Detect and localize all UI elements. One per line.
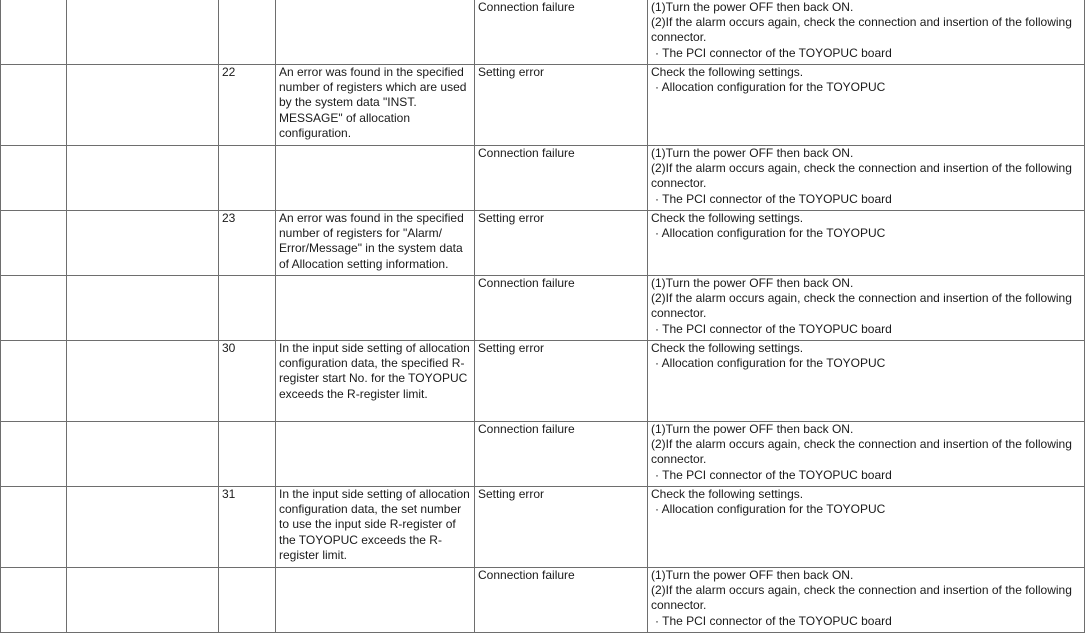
alarm-code-cell [1, 211, 67, 276]
alarm-name-cell [67, 341, 219, 422]
remedy-line: (1)Turn the power OFF then back ON. [651, 568, 854, 582]
remedy-cell [648, 422, 1085, 487]
remedy-line: · Allocation configuration for the TOYOPUC [655, 226, 886, 241]
remedy-cell [648, 146, 1085, 211]
remedy-line: (2)If the alarm occurs again, check the connection and insertion of the following connector. [651, 583, 1072, 613]
table-row [1, 422, 1085, 487]
remedy-line: (2)If the alarm occurs again, check the connection and insertion of the following connector. [651, 161, 1072, 191]
category-cell: Connection failure [475, 568, 648, 633]
remedy-line: (1)Turn the power OFF then back ON. [651, 422, 854, 436]
remedy-line: · The PCI connector of the TOYOPUC board [655, 613, 892, 628]
category-cell: Connection failure [475, 146, 648, 211]
alarm-code-cell [1, 65, 67, 146]
sub-code-cell: 31 [219, 487, 276, 568]
sub-code-cell [219, 276, 276, 341]
remedy-line: Check the following settings. [651, 487, 804, 501]
sub-code-cell [219, 568, 276, 633]
description-cell [276, 568, 475, 633]
table-row [1, 341, 1085, 422]
category-cell: Connection failure [475, 422, 648, 487]
category-cell: Setting error [475, 487, 648, 568]
remedy-cell [648, 341, 1085, 422]
description-cell [276, 276, 475, 341]
description-cell: In the input side setting of allocation configuration data, the specified R-register start No. for the TOYOPUC exceeds the R-register limit. [276, 341, 475, 422]
category-cell: Connection failure [475, 0, 648, 65]
alarm-name-cell [67, 211, 219, 276]
sub-code-cell: 23 [219, 211, 276, 276]
remedy-line: · Allocation configuration for the TOYOPUC [655, 502, 886, 517]
alarm-code-cell [1, 276, 67, 341]
alarm-code-cell [1, 146, 67, 211]
description-cell: An error was found in the specified number of registers for "Alarm/ Error/Message" in the system data of Allocation setting information. [276, 211, 475, 276]
remedy-line: (2)If the alarm occurs again, check the connection and insertion of the following connector. [651, 15, 1072, 45]
description-cell [276, 146, 475, 211]
alarm-name-cell [67, 146, 219, 211]
sub-code-cell: 30 [219, 341, 276, 422]
description-cell: In the input side setting of allocation configuration data, the set number to use the input side R-register of the TOYOPUC exceeds the R-register limit. [276, 487, 475, 568]
description-cell [276, 422, 475, 487]
table-row [1, 276, 1085, 341]
remedy-line: (2)If the alarm occurs again, check the connection and insertion of the following connector. [651, 291, 1072, 321]
remedy-line: (1)Turn the power OFF then back ON. [651, 0, 854, 14]
category-cell: Setting error [475, 65, 648, 146]
table-row [1, 568, 1085, 633]
alarm-name-cell [67, 65, 219, 146]
remedy-line: · Allocation configuration for the TOYOPUC [655, 356, 886, 371]
alarm-name-cell [67, 487, 219, 568]
remedy-line: · The PCI connector of the TOYOPUC board [655, 321, 892, 336]
description-cell: An error was found in the specified number of registers which are used by the system data "INST. MESSAGE" of allocation configuration. [276, 65, 475, 146]
remedy-line: Check the following settings. [651, 211, 804, 225]
alarm-code-cell [1, 341, 67, 422]
remedy-cell [648, 211, 1085, 276]
alarm-code-cell [1, 568, 67, 633]
alarm-name-cell [67, 422, 219, 487]
remedy-line: · The PCI connector of the TOYOPUC board [655, 467, 892, 482]
remedy-line: (1)Turn the power OFF then back ON. [651, 276, 854, 290]
remedy-cell [648, 276, 1085, 341]
category-cell: Setting error [475, 341, 648, 422]
alarm-name-cell [67, 276, 219, 341]
sub-code-cell [219, 146, 276, 211]
alarm-name-cell [67, 568, 219, 633]
remedy-line: · The PCI connector of the TOYOPUC board [655, 191, 892, 206]
remedy-line: · The PCI connector of the TOYOPUC board [655, 45, 892, 60]
alarm-table-body [1, 0, 1085, 633]
remedy-cell [648, 0, 1085, 65]
sub-code-cell [219, 0, 276, 65]
sub-code-cell: 22 [219, 65, 276, 146]
remedy-cell [648, 487, 1085, 568]
table-row [1, 487, 1085, 568]
alarm-name-cell [67, 0, 219, 65]
table-row [1, 0, 1085, 65]
category-cell: Connection failure [475, 276, 648, 341]
alarm-code-cell [1, 487, 67, 568]
remedy-line: Check the following settings. [651, 65, 804, 79]
remedy-line: (1)Turn the power OFF then back ON. [651, 146, 854, 160]
remedy-line: · Allocation configuration for the TOYOPUC [655, 80, 886, 95]
remedy-cell [648, 65, 1085, 146]
alarm-code-cell [1, 0, 67, 65]
remedy-cell [648, 568, 1085, 633]
sub-code-cell [219, 422, 276, 487]
table-row [1, 211, 1085, 276]
table-row [1, 65, 1085, 146]
remedy-line: (2)If the alarm occurs again, check the connection and insertion of the following connector. [651, 437, 1072, 467]
category-cell: Setting error [475, 211, 648, 276]
remedy-line: Check the following settings. [651, 341, 804, 355]
alarm-code-cell [1, 422, 67, 487]
table-row [1, 146, 1085, 211]
description-cell [276, 0, 475, 65]
